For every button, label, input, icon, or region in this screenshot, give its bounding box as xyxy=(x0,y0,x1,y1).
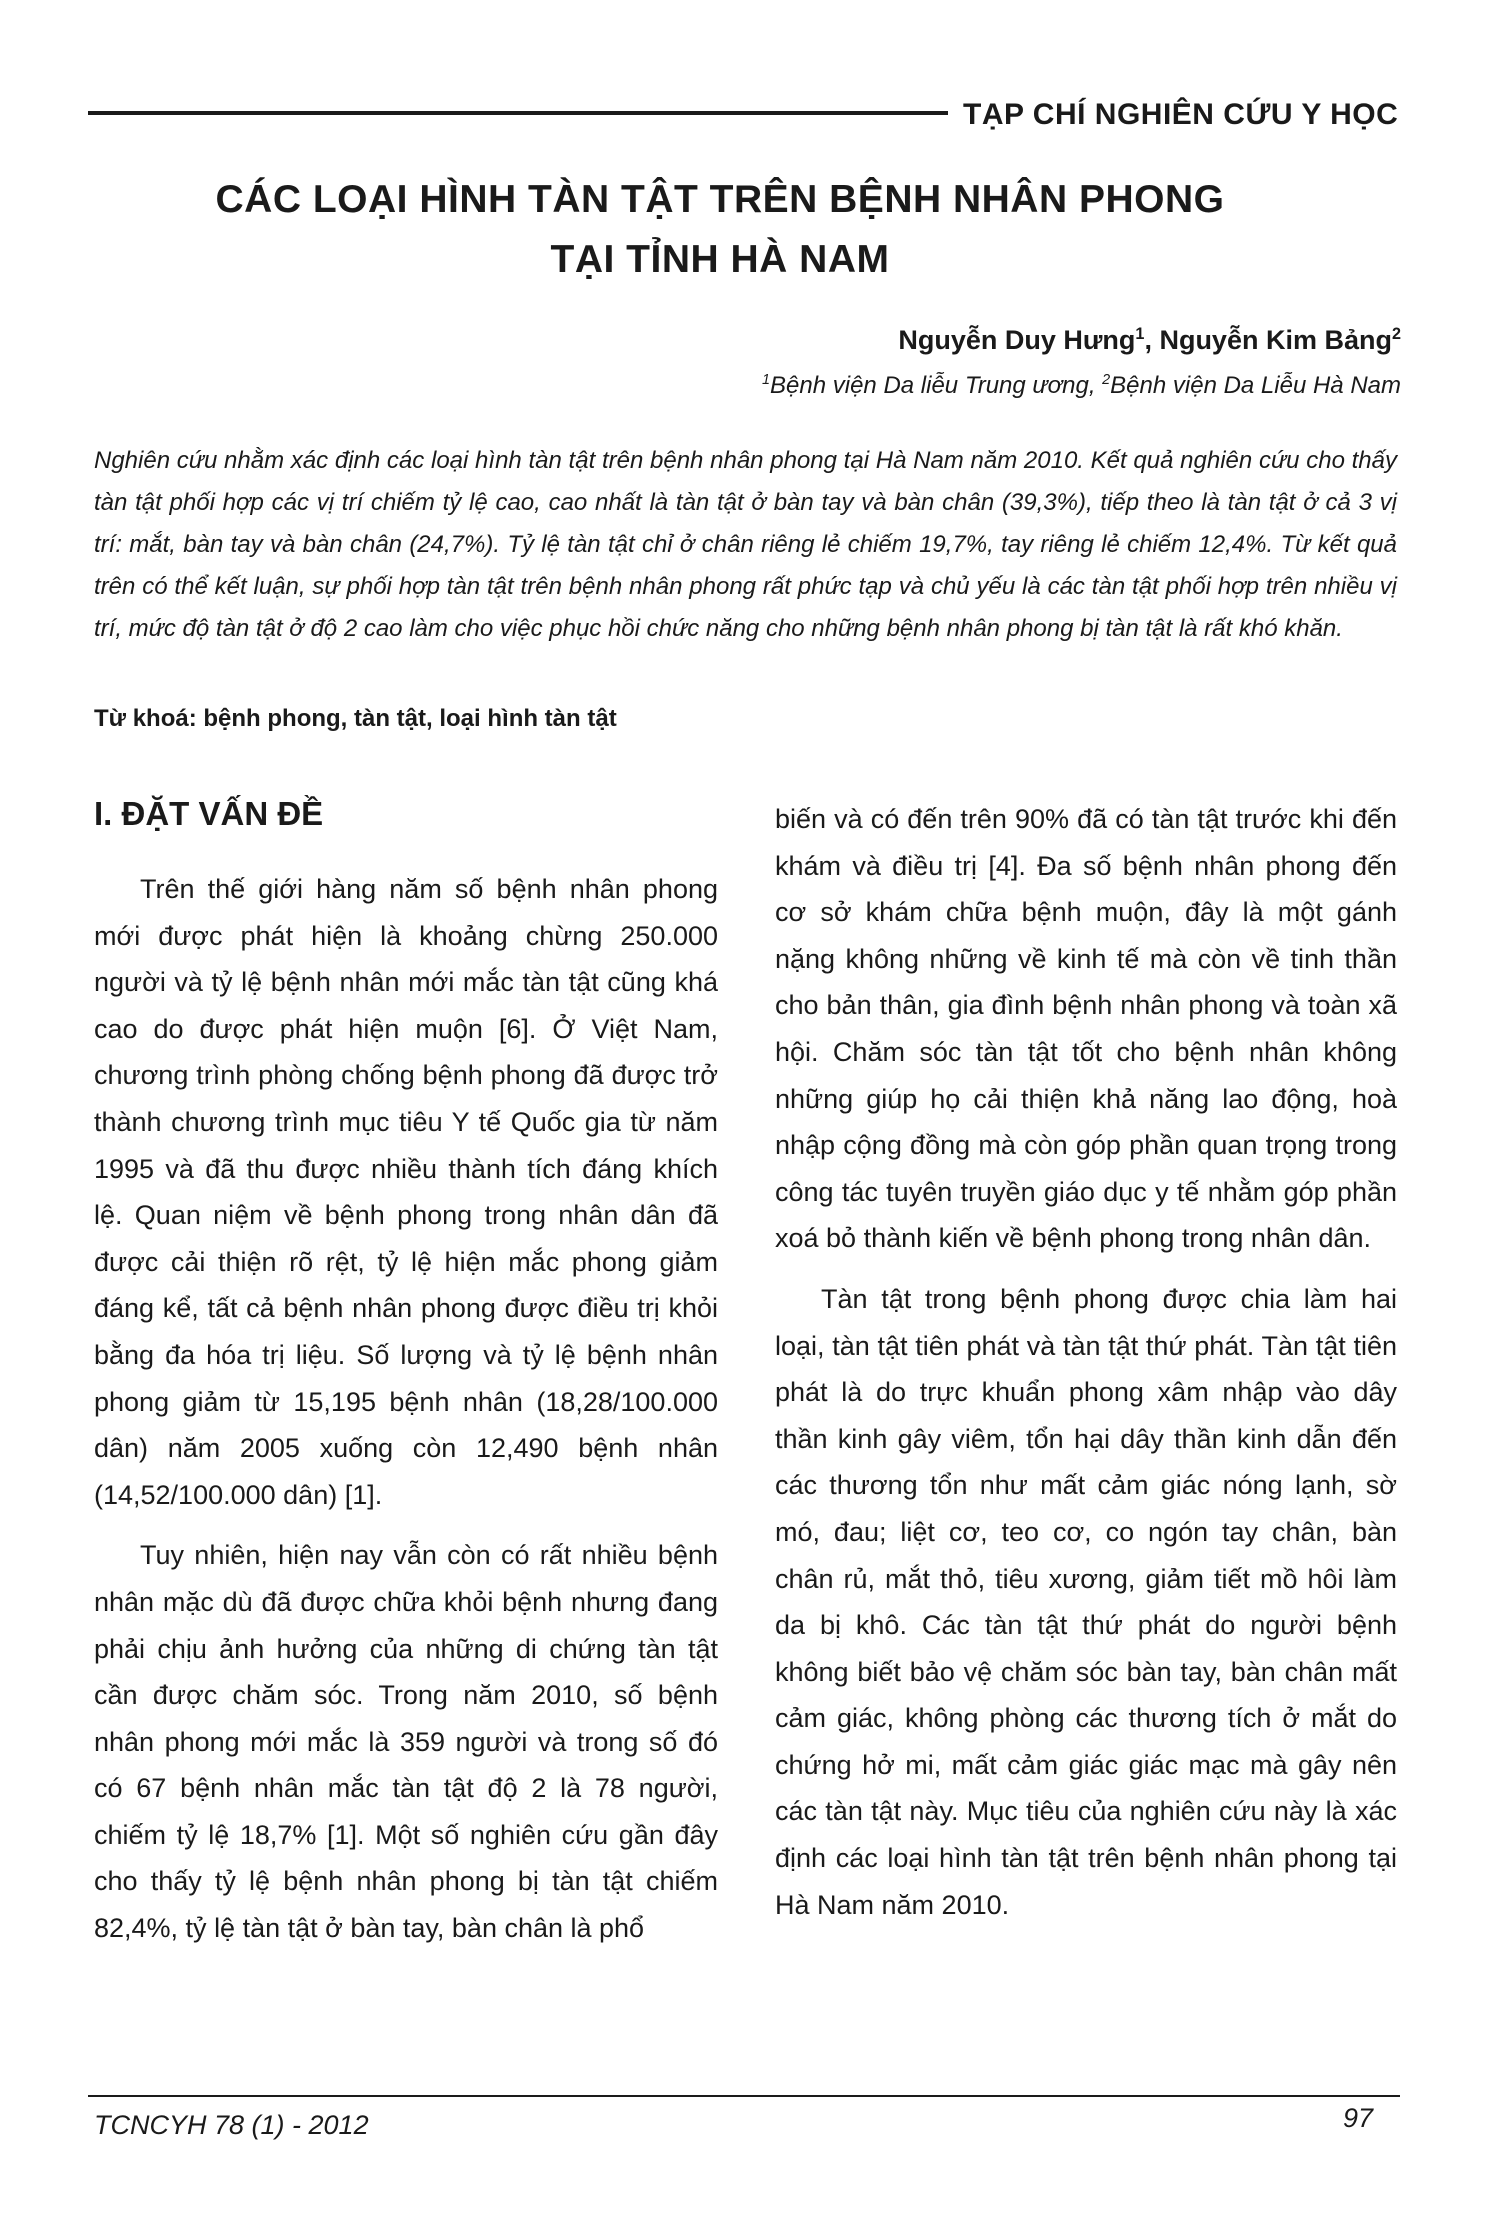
author-list xyxy=(898,325,1401,356)
body-paragraph: Tuy nhiên, hiện nay vẫn còn có rất nhiều bệnh nhân mặc dù đã được chữa khỏi bệnh nhưng đang phải chịu ảnh hưởng của những di chứng tàn tật cần được chăm sóc. Trong năm 2010, số bệnh nhân phong mới mắc là 359 người và trong số đó có 67 bệnh nhân mắc tàn tật độ 2 là 78 người, chiếm tỷ lệ 18,7% [1]. Một số nghiên cứu gần đây cho thấy tỷ lệ bệnh nhân phong bị tàn tật chiếm 82,4%, tỷ lệ tàn tật ở bàn tay, bàn chân là phổ xyxy=(94,1540,718,1944)
right-column xyxy=(775,796,1397,1928)
affiliation-list xyxy=(762,372,1401,400)
body-paragraph: Trên thế giới hàng năm số bệnh nhân phong mới được phát hiện là khoảng chừng 250.000 người và tỷ lệ bệnh nhân mới mắc tàn tật cũng khá cao do được phát hiện muộn [6]. Ở Việt Nam, chương trình phòng chống bệnh phong đã được trở thành chương trình mục tiêu Y tế Quốc gia từ năm 1995 và đã thu được nhiều thành tích đáng khích lệ. Quan niệm về bệnh phong trong nhân dân đã được cải thiện rõ rệt, tỷ lệ hiện mắc phong giảm đáng kể, tất cả bệnh nhân phong được điều trị khỏi bằng đa hóa trị liệu. Số lượng và tỷ lệ bệnh nhân phong giảm từ 15,195 bệnh nhân (18,28/100.000 dân) năm 2005 xuống còn 12,490 bệnh nhân (14,52/100.000 dân) [1]. xyxy=(94,874,718,1510)
article-title xyxy=(100,170,1340,290)
journal-name: TẠP CHÍ NGHIÊN CỨU Y HỌC xyxy=(963,98,1399,131)
page-number: 97 xyxy=(1342,2103,1373,2133)
affiliation-mark: 1 xyxy=(762,372,771,388)
author-name: Nguyễn Kim Bảng xyxy=(1159,325,1392,355)
title-line-1: CÁC LOẠI HÌNH TÀN TẬT TRÊN BỆNH NHÂN PHONG xyxy=(215,178,1225,221)
left-column xyxy=(94,866,718,1952)
affiliation: Bệnh viện Da liễu Trung ương, xyxy=(770,372,1103,399)
affiliation-mark: 2 xyxy=(1102,372,1111,388)
section-heading: I. ĐẶT VẤN ĐỀ xyxy=(94,795,324,832)
author-separator: , xyxy=(1144,325,1160,355)
footer-rule xyxy=(88,2095,1400,2097)
affiliation-mark: 1 xyxy=(1135,325,1145,343)
title-line-2: TẠI TỈNH HÀ NAM xyxy=(550,238,890,281)
abstract: Nghiên cứu nhằm xác định các loại hình tàn tật trên bệnh nhân phong tại Hà Nam năm 2010. Kết quả nghiên cứu cho thấy tàn tật phối hợp các vị trí chiếm tỷ lệ cao, cao nhất là tàn tật ở bàn tay và bàn chân (39,3%), tiếp theo là tàn tật ở cả 3 vị trí: mắt, bàn tay và bàn chân (24,7%). Tỷ lệ tàn tật chỉ ở chân riêng lẻ chiếm 19,7%, tay riêng lẻ chiếm 12,4%. Từ kết quả trên có thể kết luận, sự phối hợp tàn tật trên bệnh nhân phong rất phức tạp và chủ yếu là các tàn tật phối hợp trên nhiều vị trí, mức độ tàn tật ở độ 2 cao làm cho việc phục hồi chức năng cho những bệnh nhân phong bị tàn tật là rất khó khăn. xyxy=(94,447,1397,642)
journal-header xyxy=(88,86,1399,146)
keywords: Từ khoá: bệnh phong, tàn tật, loại hình tàn tật xyxy=(94,705,617,732)
affiliation-mark: 2 xyxy=(1391,325,1401,343)
affiliation: Bệnh viện Da Liễu Hà Nam xyxy=(1110,372,1401,399)
author-name: Nguyễn Duy Hưng xyxy=(898,325,1136,355)
footer-journal-issue: TCNCYH 78 (1) - 2012 xyxy=(94,2110,369,2140)
body-paragraph: biến và có đến trên 90% đã có tàn tật trước khi đến khám và điều trị [4]. Đa số bệnh nhân phong đến cơ sở khám chữa bệnh muộn, đây là một gánh nặng không những về kinh tế mà còn về tinh thần cho bản thân, gia đình bệnh nhân phong và toàn xã hội. Chăm sóc tàn tật tốt cho bệnh nhân không những giúp họ cải thiện khả năng lao động, hoà nhập cộng đồng mà còn góp phần quan trọng trong công tác tuyên truyền giáo dục y tế nhằm góp phần xoá bỏ thành kiến về bệnh phong trong nhân dân. xyxy=(775,804,1397,1254)
header-rule xyxy=(88,111,948,115)
body-paragraph: Tàn tật trong bệnh phong được chia làm hai loại, tàn tật tiên phát và tàn tật thứ phát. Tàn tật tiên phát là do trực khuẩn phong xâm nhập vào dây thần kinh gây viêm, tổn hại dây thần kinh dẫn đến các thương tổn như mất cảm giác nóng lạnh, sờ mó, đau; liệt cơ, teo cơ, co ngón tay chân, bàn chân rủ, mắt thỏ, tiêu xương, giảm tiết mồ hôi làm da bị khô. Các tàn tật thứ phát do người bệnh không biết bảo vệ chăm sóc bàn tay, bàn chân mất cảm giác, không phòng các thương tích ở mắt do chứng hở mi, mất cảm giác giác mạc mà gây nên các tàn tật này. Mục tiêu của nghiên cứu này là xác định các loại hình tàn tật trên bệnh nhân phong tại Hà Nam năm 2010. xyxy=(775,1283,1397,1920)
